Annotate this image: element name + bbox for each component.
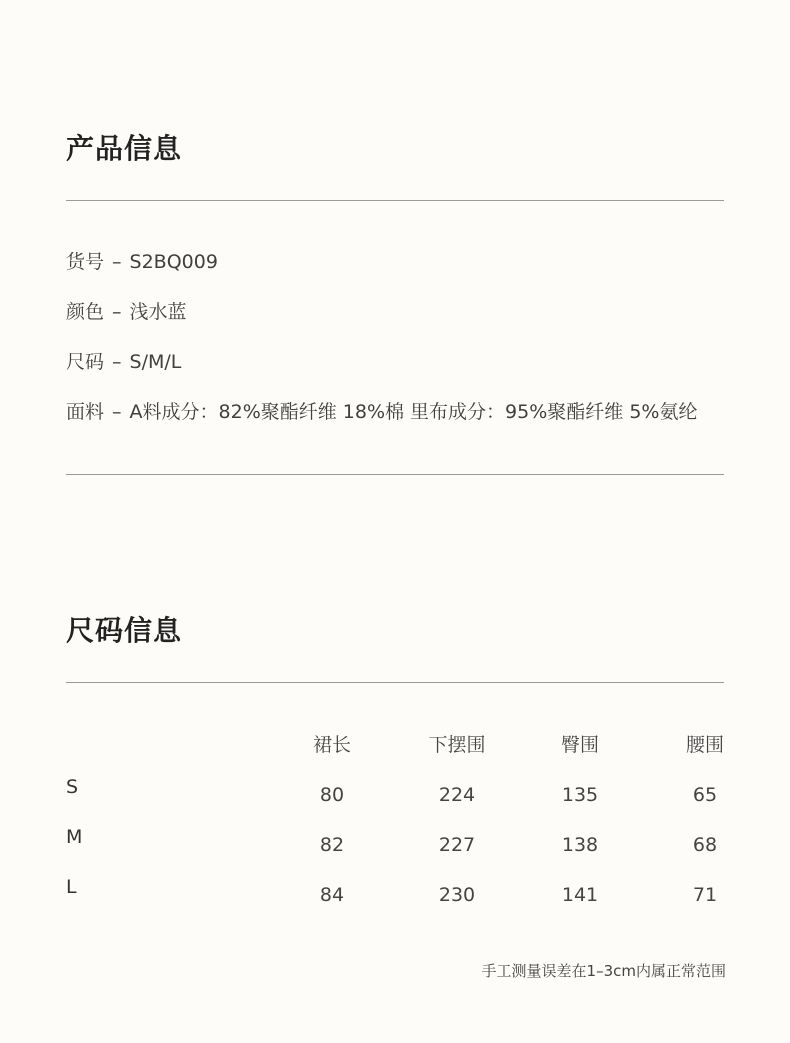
table-cell: 230 <box>438 884 476 906</box>
table-row <box>66 876 726 930</box>
info-label: 颜色 <box>66 301 105 323</box>
table-cell: 141 <box>561 884 599 906</box>
size-label: L <box>66 876 77 898</box>
product-info-title: 产品信息 <box>66 132 183 165</box>
table-cell: 82 <box>319 834 345 856</box>
product-info-divider-bottom <box>66 474 724 475</box>
table-cell: 138 <box>561 834 599 856</box>
size-table <box>66 730 726 930</box>
table-cell: 71 <box>692 884 718 906</box>
info-row-size <box>66 350 181 374</box>
info-value: S2BQ009 <box>129 251 218 273</box>
table-cell: 84 <box>319 884 345 906</box>
info-row-fabric <box>66 400 697 424</box>
column-header-hip: 臀围 <box>560 734 599 756</box>
info-separator: – <box>112 401 122 423</box>
table-cell: 135 <box>561 784 599 806</box>
info-row-item-number <box>66 250 218 274</box>
info-label: 尺码 <box>66 351 105 373</box>
product-info-divider-top <box>66 200 724 201</box>
info-label: 货号 <box>66 251 105 273</box>
table-cell: 80 <box>319 784 345 806</box>
info-value: 浅水蓝 <box>129 301 187 323</box>
size-info-divider <box>66 682 724 683</box>
info-value: A料成分：82%聚酯纤维 18%棉 里布成分：95%聚酯纤维 5%氨纶 <box>129 401 698 423</box>
column-header-hem: 下摆围 <box>428 734 486 756</box>
info-label: 面料 <box>66 401 105 423</box>
size-table-header <box>66 730 726 780</box>
table-cell: 65 <box>692 784 718 806</box>
size-info-title: 尺码信息 <box>66 614 183 647</box>
table-row <box>66 826 726 880</box>
measurement-note: 手工测量误差在1–3cm内属正常范围 <box>481 962 726 980</box>
column-header-length: 裙长 <box>312 734 351 756</box>
size-label: M <box>66 826 83 848</box>
info-separator: – <box>112 301 122 323</box>
size-label: S <box>66 776 79 798</box>
table-cell: 227 <box>438 834 476 856</box>
table-cell: 68 <box>692 834 718 856</box>
table-row <box>66 776 726 830</box>
info-separator: – <box>112 351 122 373</box>
table-cell: 224 <box>438 784 476 806</box>
column-header-waist: 腰围 <box>685 734 724 756</box>
info-separator: – <box>112 251 122 273</box>
info-row-color <box>66 300 187 324</box>
info-value: S/M/L <box>129 351 182 373</box>
